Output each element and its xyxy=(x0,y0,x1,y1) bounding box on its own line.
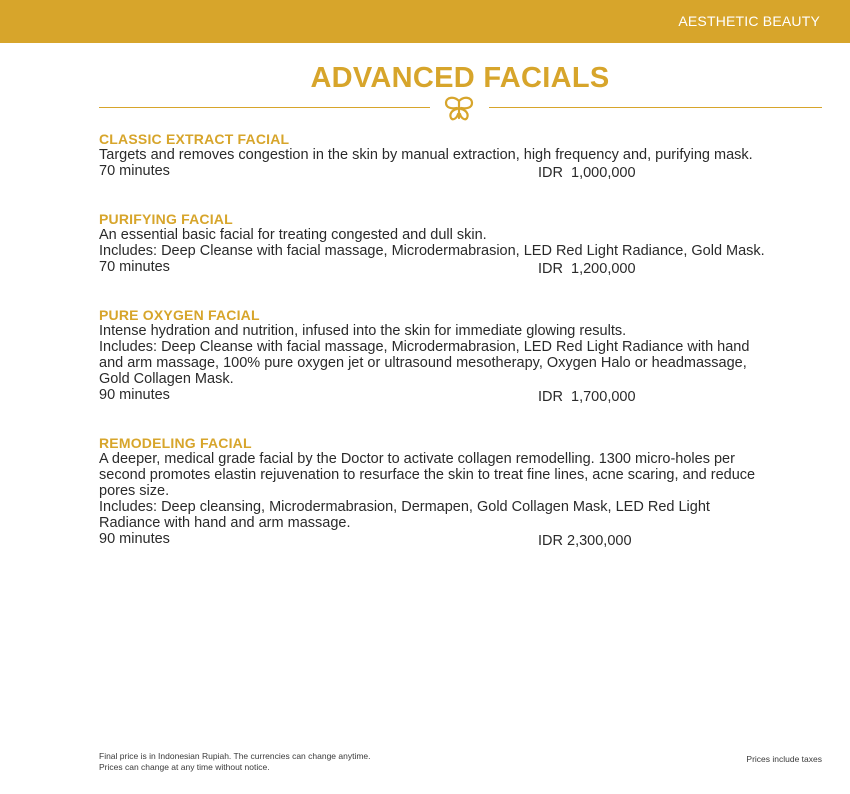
page-title: ADVANCED FACIALS xyxy=(310,62,610,94)
service-name: CLASSIC EXTRACT FACIAL xyxy=(99,131,290,147)
butterfly-ornament-icon xyxy=(443,96,475,122)
service-includes: Radiance with hand and arm massage. xyxy=(99,515,351,531)
footnote-line: Final price is in Indonesian Rupiah. The currencies can change anytime. xyxy=(99,751,371,761)
top-bar xyxy=(0,0,850,43)
service-price: IDR 1,700,000 xyxy=(538,389,636,405)
taxes-note: Prices include taxes xyxy=(746,754,822,764)
service-description: Targets and removes congestion in the skin by manual extraction, high frequency and, purifying mask. xyxy=(99,147,753,163)
title-divider-left xyxy=(99,107,430,108)
title-divider-right xyxy=(489,107,822,108)
service-includes: and arm massage, 100% pure oxygen jet or ultrasound mesotherapy, Oxygen Halo or headmassage, xyxy=(99,355,747,371)
price-footnote xyxy=(99,751,371,773)
service-duration: 90 minutes xyxy=(99,387,170,403)
service-price: IDR 1,200,000 xyxy=(538,261,636,277)
section-label: AESTHETIC BEAUTY xyxy=(678,13,820,29)
service-description: A deeper, medical grade facial by the Doctor to activate collagen remodelling. 1300 micro-holes per xyxy=(99,451,735,467)
service-duration: 70 minutes xyxy=(99,163,170,179)
service-pure-oxygen-facial xyxy=(99,307,829,405)
service-name: REMODELING FACIAL xyxy=(99,435,252,451)
service-name: PURIFYING FACIAL xyxy=(99,211,233,227)
service-price: IDR 1,000,000 xyxy=(538,165,636,181)
service-includes: Includes: Deep Cleanse with facial massage, Microdermabrasion, LED Red Light Radiance with hand xyxy=(99,339,750,355)
service-price: IDR 2,300,000 xyxy=(538,533,632,549)
service-classic-extract-facial xyxy=(99,131,829,181)
service-description: Intense hydration and nutrition, infused into the skin for immediate glowing results. xyxy=(99,323,627,339)
service-duration: 90 minutes xyxy=(99,531,170,547)
service-duration: 70 minutes xyxy=(99,259,170,275)
service-name: PURE OXYGEN FACIAL xyxy=(99,307,260,323)
footnote-line: Prices can change at any time without notice. xyxy=(99,762,270,772)
service-includes: Gold Collagen Mask. xyxy=(99,371,234,387)
service-description: pores size. xyxy=(99,483,170,499)
service-includes: Includes: Deep cleansing, Microdermabrasion, Dermapen, Gold Collagen Mask, LED Red Light xyxy=(99,499,710,515)
service-description: second promotes elastin rejuvenation to resurface the skin to treat fine lines, acne scaring, and reduce xyxy=(99,467,756,483)
service-purifying-facial xyxy=(99,211,829,277)
service-remodeling-facial xyxy=(99,435,829,549)
service-includes: Includes: Deep Cleanse with facial massage, Microdermabrasion, LED Red Light Radiance, Gold Mask. xyxy=(99,243,765,259)
service-description: An essential basic facial for treating congested and dull skin. xyxy=(99,227,487,243)
